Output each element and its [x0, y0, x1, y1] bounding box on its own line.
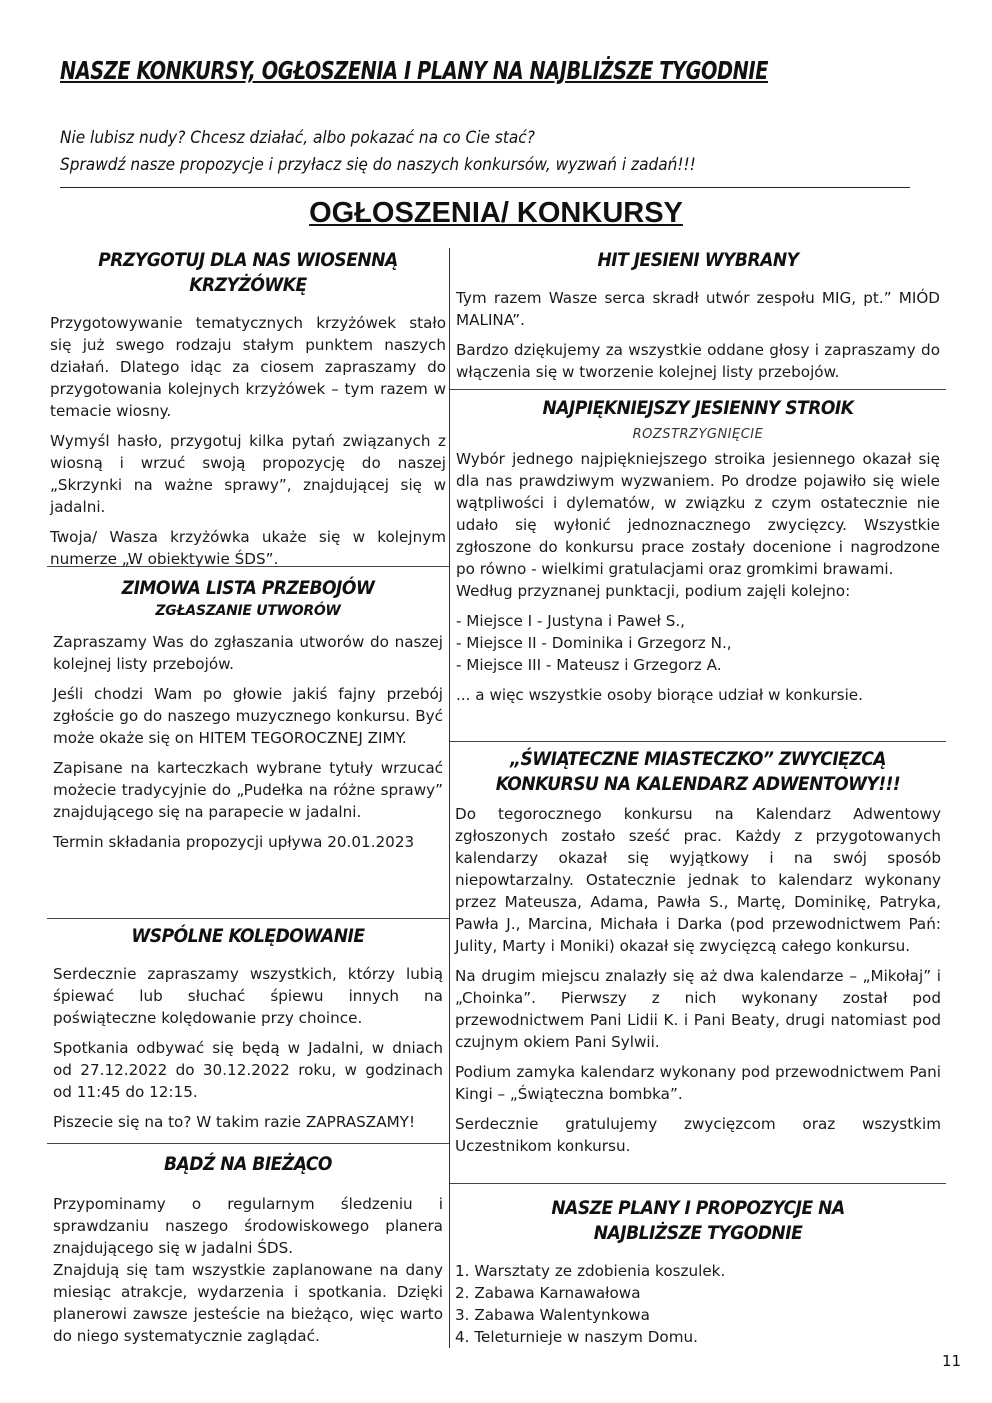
plan-item: 2. Zabawa Karnawałowa [455, 1284, 641, 1302]
crossword-title: PRZYGOTUJ DLA NAS WIOSENNĄ KRZYŻÓWKĘ [98, 249, 398, 296]
section-title: OGŁOSZENIA/ KONKURSY [309, 197, 683, 229]
section-divider [47, 1143, 449, 1144]
autumn-wreath-title: NAJPIĘKNIEJSZY JESIENNY STROIK [542, 397, 854, 419]
page-number: 11 [942, 1352, 962, 1370]
up-to-date-title: BĄDŹ NA BIEŻĄCO [164, 1153, 332, 1175]
winter-chart-title: ZIMOWA LISTA PRZEBOJÓW [121, 577, 375, 599]
carols-paragraph: Serdecznie zapraszamy wszystkich, którzy lubią śpiewać lub słuchać śpiewu innych na poświąteczne kolędowanie przy choince. [53, 965, 443, 1027]
plans-section [450, 1196, 946, 1348]
autumn-hit-section [450, 248, 946, 391]
advent-paragraph: Do tegorocznego konkursu na Kalendarz Adwentowy zgłoszonych zostało sześć prac. Każdy z przygotowanych kalendarzy okazał się wyjątkowy i na swój sposób niepowtarzalny. Ostatecznie jednak to kalendarz wykonany przez Mateusza, Adama, Pawła S., Martę, Dominikę, Patryka, Pawła J., Marcina, Michała i Darka (pod przewodnictwem Pań: Julity, Marty i Moniki) okazał się zwycięzcą całego konkursu. [455, 805, 941, 955]
carols-paragraph: Piszecie się na to? W takim razie ZAPRASZAMY! [53, 1113, 416, 1131]
up-to-date-paragraph: Znajdują się tam wszystkie zaplanowane na dany miesiąc atrakcje, wydarzenia i spotkania. Dzięki planerowi zawsze jesteście na bieżąco, więc warto do niego systematycznie zaglądać. [53, 1261, 443, 1345]
podium-item: - Miejsce I - Justyna i Paweł S., [456, 612, 685, 630]
autumn-wreath-paragraph: Wybór jednego najpiękniejszego stroika jesiennego okazał się dla nas prawdziwym wyzwaniem. Po drodze pojawiło się wiele wątpliwości i dylematów, w związku z czym ostatecznie nie udało się wyłonić jednoznacznego zwycięzcy. Wszystkie zgłoszone do konkursu prace zostały docenione i nagrodzone po równo - wielkimi gratulacjami oraz gromkimi brawami. [456, 450, 940, 578]
winter-chart-subtitle: ZGŁASZANIE UTWORÓW [155, 603, 341, 619]
podium-item: - Miejsce II - Dominika i Grzegorz N., [456, 634, 732, 652]
carols-section [47, 924, 449, 1133]
deadline-text: Termin składania propozycji upływa 20.01.2023 [53, 833, 415, 851]
crossword-paragraph: Przygotowywanie tematycznych krzyżówek stało się już swego rodzaju stałym punktem naszych działań. Dlatego idąc za ciosem zapraszamy do przygotowania kolejnych krzyżówek – tym razem w temacie wiosny. [50, 314, 446, 420]
plan-item: 1. Warsztaty ze zdobienia koszulek. [455, 1262, 726, 1280]
plan-item: 3. Zabawa Walentynkowa [455, 1306, 650, 1324]
up-to-date-section [47, 1152, 449, 1347]
carols-title: WSPÓLNE KOLĘDOWANIE [131, 925, 365, 947]
winter-chart-section [47, 576, 449, 853]
advent-paragraph: Podium zamyka kalendarz wykonany pod przewodnictwem Pani Kingi – „Świąteczna bombka”. [455, 1063, 941, 1103]
page-title: NASZE KONKURSY, OGŁOSZENIA I PLANY NA NAJBLIŻSZE TYGODNIE [60, 56, 768, 85]
winter-chart-paragraph: Jeśli chodzi Wam po głowie jakiś fajny przebój zgłoście go do naszego muzycznego konkursu. Być może okaże się on HITEM TEGOROCZNEJ ZIMY. [53, 685, 443, 747]
section-divider [450, 741, 946, 742]
autumn-wreath-section [450, 396, 946, 706]
advent-paragraph: Serdecznie gratulujemy zwycięzcom oraz wszystkim Uczestnikom konkursu. [455, 1115, 941, 1155]
advent-paragraph: Na drugim miejscu znalazły się aż dwa kalendarze – „Mikołaj” i „Choinka”. Pierwszy z nich wykonany został pod przewodnictwem Pani Lidii K. i Pani Beaty, drugi natomiast pod czujnym okiem Pani Sylwii. [455, 967, 941, 1051]
autumn-hit-paragraph: Tym razem Wasze serca skradł utwór zespołu MIG, pt.” MIÓD MALINA”. [456, 289, 940, 329]
carols-paragraph: Spotkania odbywać się będą w Jadalni, w dniach od 27.12.2022 do 30.12.2022 roku, w godzinach od 11:45 do 12:15. [53, 1039, 443, 1101]
header-divider [60, 187, 910, 188]
autumn-hit-title: HIT JESIENI WYBRANY [597, 249, 799, 271]
intro-text [60, 124, 696, 178]
crossword-paragraph: Wymyśl hasło, przygotuj kilka pytań związanych z wiosną i wrzuć swoją propozycję do naszej „Skrzynki na ważne sprawy”, znajdującej się w jadalni. [50, 432, 446, 516]
advent-title: „ŚWIĄTECZNE MIASTECZKO” ZWYCIĘZCĄ KONKURSU NA KALENDARZ ADWENTOWY!!! [495, 748, 901, 795]
crossword-paragraph: Twoja/ Wasza krzyżówka ukaże się w kolejnym numerze „W obiektywie ŚDS”. [50, 528, 446, 568]
podium-item: - Miejsce III - Mateusz i Grzegorz A. [456, 656, 722, 674]
intro-line-2: Sprawdź nasze propozycje i przyłacz się do naszych konkursów, wyzwań i zadań!!! [60, 155, 696, 174]
crossword-section [47, 248, 449, 578]
autumn-wreath-subtitle: ROZSTRZYGNIĘCIE [632, 427, 764, 442]
winter-chart-paragraph: Zapisane na karteczkach wybrane tytuły wrzucać możecie tradycyjnie do „Pudełka na różne sprawy” znajdującego się na parapecie w jadalni. [53, 759, 443, 821]
advent-section [450, 747, 946, 1157]
plans-title-line-2: NAJBLIŻSZE TYGODNIE [593, 1222, 803, 1244]
winter-chart-paragraph: Zapraszamy Was do zgłaszania utworów do naszej kolejnej listy przebojów. [53, 633, 443, 673]
autumn-wreath-paragraph: Według przyznanej punktacji, podium zajęli kolejno: [456, 582, 851, 600]
autumn-hit-paragraph: Bardzo dziękujemy za wszystkie oddane głosy i zapraszamy do włączenia się w tworzenie kolejnej listy przebojów. [456, 341, 940, 381]
section-divider [47, 918, 449, 919]
plans-list [450, 1260, 946, 1348]
up-to-date-paragraph: Przypominamy o regularnym śledzeniu i sprawdzaniu naszego środowiskowego planera znajdującego się w jadalni ŚDS. [53, 1195, 443, 1257]
plans-title-line-1: NASZE PLANY I PROPOZYCJE NA [551, 1197, 845, 1219]
autumn-wreath-closing: ... a więc wszystkie osoby biorące udział w konkursie. [456, 686, 863, 704]
section-divider [450, 389, 946, 390]
section-divider [450, 1183, 946, 1184]
intro-line-1: Nie lubisz nudy? Chcesz działać, albo pokazać na co Cie stać? [60, 128, 535, 147]
section-divider [47, 566, 449, 567]
podium-list [450, 610, 946, 676]
plan-item: 4. Teleturnieje w naszym Domu. [455, 1328, 698, 1346]
